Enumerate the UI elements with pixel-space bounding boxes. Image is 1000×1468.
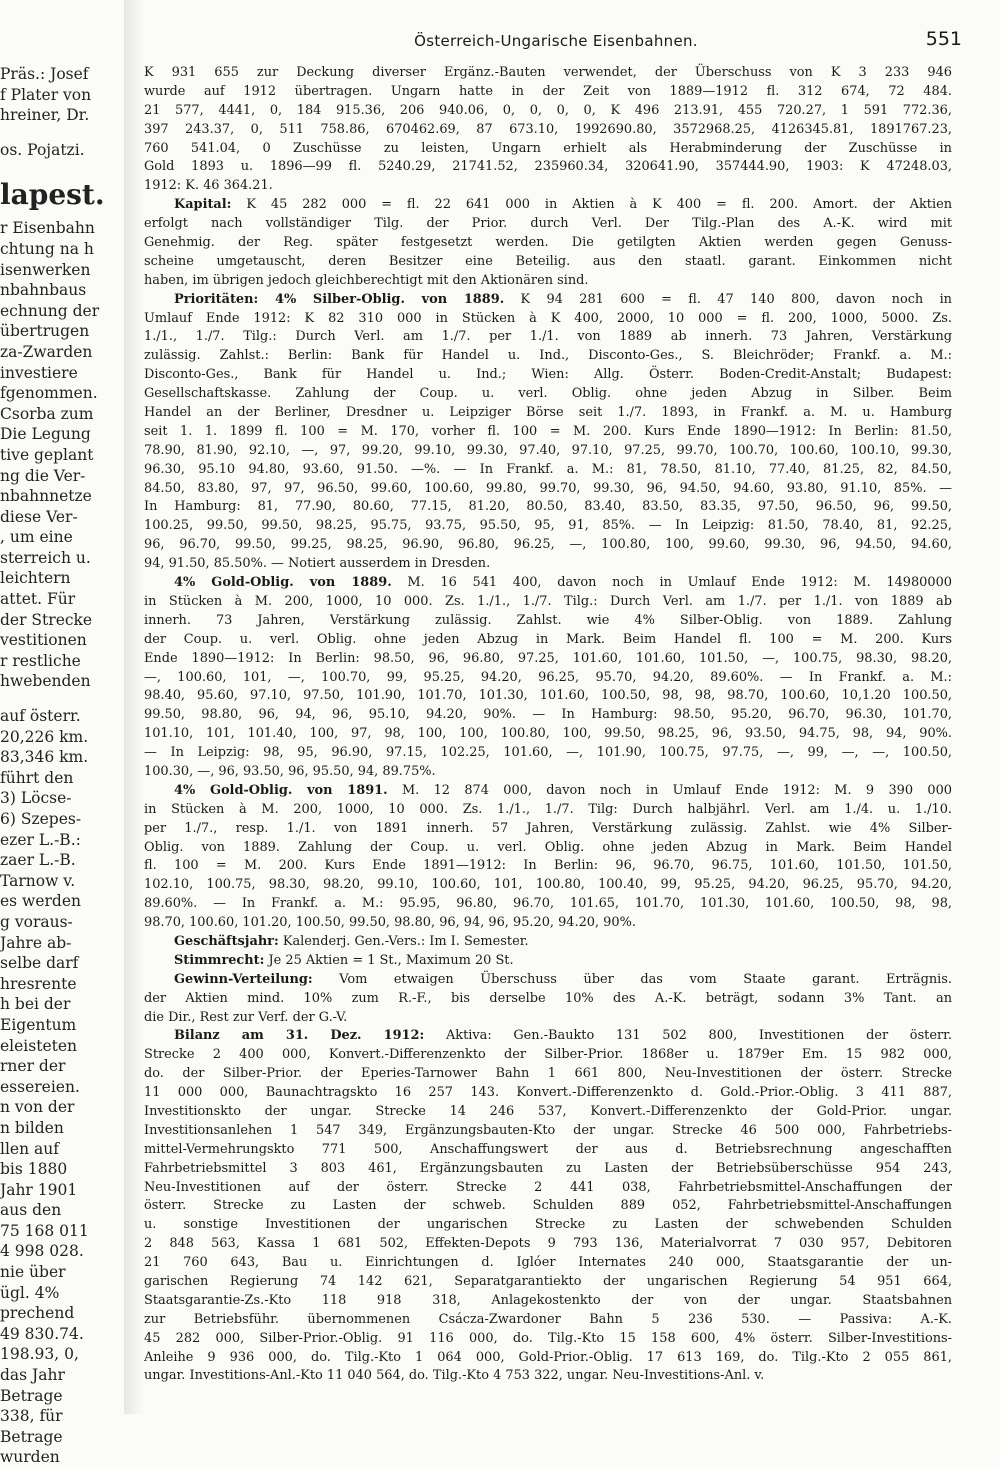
text-line: 96.30, 95.10 94.80, 93.60, 91.50. —%. — In Frankf. a. M.: 81, 78.50, 81.10, 77.40, 81.25, 82, 84.50,	[144, 461, 952, 477]
fragment-line: es werden	[0, 892, 81, 911]
text-line: Gesellschaftskasse. Zahlung der Coup. u. verl. Oblig. ohne jeden Abzug in Silber. Beim	[144, 386, 952, 402]
adjacent-page-fragment	[0, 64, 122, 1467]
fragment-line: Eigentum	[0, 1015, 77, 1034]
text-line: Investitionskto der ungar. Strecke 14 246 537, Konvert.-Differenzenkto der Gold-Prior. ungar.	[144, 1103, 952, 1119]
text-line: 45 282 000, Silber-Prior.-Oblig. 91 116 000, do. Tilg.-Kto 15 158 600, 4% österr. Silber-Investitions-	[144, 1330, 952, 1346]
fragment-line: 20,226 km.	[0, 727, 89, 746]
text-line: Ende 1890—1912: In Berlin: 98.50, 96, 96.80, 97.25, 101.60, 101.60, 101.50, —, 100.75, 98.30, 98.20,	[144, 650, 952, 666]
fragment-line: sterreich u.	[0, 548, 91, 567]
fragment-line: f Plater von	[0, 85, 92, 104]
text-line: 760 541.04, 0 Zuschüsse zu leisten, Ungarn erhielt als Herabminderung der Zuschüsse in	[144, 140, 952, 156]
text-line: 84.50, 83.80, 97, 97, 96.50, 99.60, 100.60, 99.80, 99.70, 99.30, 96, 94.50, 94.60, 93.80, 91.10, 85%. —	[144, 480, 952, 496]
fragment-line: führt den	[0, 768, 74, 787]
fragment-line: Jahre ab-	[0, 933, 72, 952]
fragment-line: 6) Szepes-	[0, 810, 82, 828]
text-line: die Dir., Rest zur Verf. der G.-V.	[144, 1009, 348, 1025]
fragment-line: nie über	[0, 1263, 66, 1282]
fragment-line: prechend	[0, 1304, 75, 1323]
fragment-line: 198.93, 0,	[0, 1345, 79, 1364]
fragment-line	[0, 126, 122, 140]
fragment-line: zaer L.-B.	[0, 851, 76, 870]
fragment-line: 338, für	[0, 1407, 63, 1426]
text-line: Fahrbetriebsmittel 3 803 461, Ergänzungsbauten zu Lasten der Betriebsüberschüsse 954 243,	[144, 1160, 952, 1176]
fragment-line: n bilden	[0, 1118, 64, 1137]
fragment-line: echnung der	[0, 301, 100, 320]
text-line: 1./1., 1./7. Tilg.: Durch Verl. am 1./7. per 1./1. von 1889 ab innerh. 73 Jahren, Verstärkung	[144, 329, 952, 345]
text-line: Gewinn-Verteilung: Vom etwaigen Überschuss über das vom Staate garant. Erträgnis.	[174, 971, 952, 987]
text-line: 4% Gold-Oblig. von 1889. M. 16 541 400, davon noch in Umlauf Ende 1912: M. 14980000	[174, 575, 952, 591]
fragment-line: fgenommen.	[0, 384, 98, 403]
fragment-line: selbe darf	[0, 954, 79, 973]
fragment-line: n von der	[0, 1098, 75, 1117]
fragment-line: bis 1880	[0, 1160, 68, 1179]
fragment-line: Betrage	[0, 1427, 63, 1446]
text-line: Umlauf Ende 1912: K 82 310 000 in Stücken à K 400, 2000, 10 000 = fl. 200, 1000, 5000. Zs.	[144, 310, 952, 326]
text-line: u. sonstige Investitionen der ungarischen Strecke zu Lasten der schwebenden Schulden	[144, 1217, 952, 1233]
text-line: Investitionsanlehen 1 547 349, Ergänzungsbauten-Kto der ungar. Strecke 46 500 000, Fahrbetriebs-	[144, 1122, 952, 1138]
fragment-line: nbahnnetze	[0, 487, 92, 506]
text-line: Handel an der Berliner, Dresdner u. Leipziger Börse seit 1./7. 1893, in Frankf. a. M. u. Hamburg	[144, 405, 952, 421]
text-line: 94, 91.50, 85.50%. — Notiert ausserdem in Dresden.	[144, 556, 491, 572]
page-number: 551	[925, 28, 962, 50]
text-line: 4% Gold-Oblig. von 1891. M. 12 874 000, davon noch in Umlauf Ende 1912: M. 9 390 000	[174, 782, 952, 798]
text-line: österr. Strecke zu Lasten der schweb. Schulden 889 052, Fahrbetriebsmittel-Anschaffungen	[144, 1198, 952, 1214]
fragment-line: übertrugen	[0, 322, 90, 341]
text-line: Gold 1893 u. 1896—99 fl. 5240.29, 21741.52, 235960.34, 320641.90, 357444.90, 1903: K 47248.03,	[144, 159, 952, 175]
text-line: garischen Regierung 74 142 621, Separatgarantiekto der ungarischen Regierung 54 951 664,	[144, 1274, 952, 1289]
fragment-line: rner der	[0, 1057, 66, 1076]
text-line: Strecke 2 400 000, Konvert.-Differenzenkto der Silber-Prior. 1868er u. 1879er Em. 15 982 000,	[144, 1047, 952, 1063]
fragment-line: Die Legung	[0, 425, 91, 444]
text-line: Geschäftsjahr: Kalenderj. Gen.-Vers.: Im I. Semester.	[174, 933, 529, 949]
fragment-line: eleisteten	[0, 1036, 78, 1055]
fragment-line: Tarnow v.	[0, 871, 76, 890]
text-line: fl. 100 = M. 200. Kurs Ende 1891—1912: In Berlin: 96, 96.70, 96.75, 101.60, 101.50, 101.50,	[144, 858, 952, 874]
fragment-line: llen auf	[0, 1139, 59, 1158]
text-line: 78.90, 81.90, 92.10, —, 97, 99.20, 99.10, 99.30, 97.40, 97.10, 97.25, 99.70, 100.70, 100.60, 100.10, 99.30,	[144, 442, 952, 458]
fragment-line: isenwerken	[0, 260, 91, 279]
text-line: 2 848 563, Kassa 1 681 502, Effekten-Depots 9 793 136, Materialvorrat 7 030 957, Debitoren	[144, 1236, 952, 1252]
fragment-line: Betrage	[0, 1386, 63, 1405]
text-line: Bilanz am 31. Dez. 1912: Aktiva: Gen.-Baukto 131 502 800, Investitionen der österr.	[174, 1028, 952, 1044]
header-title: Österreich-Ungarische Eisenbahnen.	[414, 32, 698, 50]
fragment-line: 49 830.74.	[0, 1324, 84, 1343]
fragment-line	[0, 692, 122, 706]
running-header	[150, 26, 962, 54]
fragment-line: hwebenden	[0, 672, 91, 691]
text-line: 102.10, 100.75, 98.30, 98.20, 99.10, 100.60, 101, 100.80, 100.40, 99, 95.25, 94.20, 96.25, 95.70, 94.20,	[144, 877, 952, 893]
text-line: 98.70, 100.60, 101.20, 100.50, 99.50, 98.80, 96, 94, 96, 95.20, 94.20, 90%.	[144, 915, 636, 931]
fragment-line: investiere	[0, 363, 78, 382]
text-line: 101.10, 101, 101.40, 100, 97, 98, 100, 100, 100.80, 100, 99.50, 98.25, 96, 93.50, 94.75, 98, 94, 90%.	[144, 726, 952, 742]
text-line: Genehmig. der Reg. später festgesetzt werden. Die getilgten Aktien werden gegen Genuss-	[144, 235, 952, 251]
text-line: 397 243.37, 0, 511 758.86, 670462.69, 87 673.10, 1992690.80, 3572968.25, 4126345.81, 1891767.23,	[144, 121, 952, 137]
text-line: Anleihe 9 936 000, do. Tilg.-Kto 1 064 000, Gold-Prior.-Oblig. 17 613 169, do. Tilg.-Kto 2 055 861,	[144, 1349, 952, 1365]
fragment-line: Präs.: Josef	[0, 65, 89, 83]
fragment-line: r Eisenbahn	[0, 219, 95, 238]
text-line: 21 577, 4441, 0, 184 915.36, 206 940.06, 0, 0, 0, 0, K 496 213.91, 455 720.27, 1 591 772.36,	[144, 102, 952, 118]
text-line: 89.60%. — In Frankf. a. M.: 95.95, 96.80, 96.70, 101.65, 101.70, 101.30, 101.60, 100.50, 98, 98,	[144, 896, 952, 912]
text-line: ungar. Investitions-Anl.-Kto 11 040 564, do. Tilg.-Kto 4 753 322, ungar. Neu-Investitions-Anl. v.	[144, 1368, 765, 1384]
fragment-line: ezer L.-B.:	[0, 830, 81, 849]
text-line: Neu-Investitionen auf der österr. Strecke 2 441 038, Fahrbetriebsmittel-Anschaffungen der	[144, 1179, 952, 1195]
fragment-line: attet. Für	[0, 590, 76, 609]
text-line: per 1./7., resp. 1./1. von 1891 innerh. 57 Jahren, Verstärkung zulässig. Zahlst. wie 4% Silber-	[144, 820, 952, 836]
text-line: In Hamburg: 81, 77.90, 80.60, 77.15, 81.20, 80.50, 83.40, 83.50, 83.35, 97.50, 96.50, 96, 99.50,	[144, 499, 952, 515]
text-line: — In Leipzig: 98, 95, 96.90, 97.15, 102.25, 101.60, —, 101.90, 100.75, 97.75, —, 99, —, —, 100.50,	[144, 745, 952, 761]
text-line: in Stücken à M. 200, 1000, 10 000. Zs. 1./1., 1./7. Tilg: Durch halbjährl. Verl. am 1./4. u. 1./10.	[144, 801, 952, 817]
text-line: haben, im übrigen jedoch gleichberechtigt mit den Aktionären sind.	[144, 272, 589, 288]
fragment-line: hresrente	[0, 974, 77, 993]
text-line: 1912: K. 46 364.21.	[144, 178, 273, 194]
fragment-line: g voraus-	[0, 912, 73, 931]
text-line: wurde auf 1912 übertragen. Ungarn hatte in der Zeit von 1889—1912 fl. 312 674, 72 484.	[144, 83, 952, 99]
text-line: 96, 96.70, 99.50, 99.25, 98.25, 96.90, 96.80, 96.25, —, 100.80, 100, 99.60, 99.30, 96, 94.50, 94.60,	[144, 537, 952, 553]
fragment-line: hreiner, Dr.	[0, 106, 90, 125]
fragment-line: nbahnbaus	[0, 281, 87, 300]
fragment-line: auf österr.	[0, 707, 81, 726]
fragment-line: 4 998 028.	[0, 1242, 84, 1261]
fragment-line: essereien.	[0, 1077, 80, 1096]
text-line: Disconto-Ges., Bank für Handel u. Ind.; Wien: Allg. Österr. Boden-Credit-Anstalt; Budapest:	[144, 367, 952, 383]
text-line: Staatsgarantie-Zs.-Kto 118 918 318, Anlagekostenkto der von der ungar. Staatsbahnen	[144, 1292, 952, 1308]
text-line: in Stücken à M. 200, 1000, 10 000. Zs. 1./1., 1./7. Tilg.: Durch Verl. am 1./7. per 1./1. von 1889 ab	[144, 593, 952, 609]
text-line: 21 760 643, Bau u. Einrichtungen d. Iglóer Internates 240 000, Staatsgarantie der un-	[144, 1255, 952, 1271]
text-line: mittel-Vermehrungskto 771 500, Anschaffungswert der aus d. Betriebsrechnung angeschafften	[144, 1141, 952, 1157]
text-line: —, 100.60, 101, —, 100.70, 99, 95.25, 94.20, 96.25, 95.70, 94.20, 89.60%. — In Frankf. a. M.:	[144, 669, 952, 685]
text-line: 100.25, 99.50, 99.50, 98.25, 95.75, 93.75, 95.50, 95, 91, 85%. — In Leipzig: 81.50, 78.40, 81, 92.25,	[144, 518, 952, 534]
fragment-line: vestitionen	[0, 631, 87, 650]
fragment-line: Jahr 1901	[0, 1180, 78, 1199]
fragment-line: , um eine	[0, 528, 73, 547]
fragment-line: r restliche	[0, 651, 81, 670]
fragment-line: leichtern	[0, 569, 71, 588]
text-line: 100.30, —, 96, 93.50, 96, 95.50, 94, 89.75%.	[144, 763, 436, 779]
fragment-line: 75 168 011	[0, 1221, 89, 1240]
fragment-line: h bei der	[0, 995, 71, 1014]
main-text-column	[144, 64, 952, 1404]
fragment-line: das Jahr	[0, 1366, 65, 1385]
text-line: erfolgt nach vollständiger Tilg. der Prior. durch Verl. Der Tilg.-Plan des A.-K. wird mit	[144, 216, 952, 232]
text-line: Oblig. von 1889. Zahlung der Coup. u. verl. Oblig. ohne jeden Abzug in Mark. Beim Handel	[144, 839, 952, 855]
text-line: 11 000 000, Baunachtragskto 16 257 143. Konvert.-Differenzenkto d. Gold.-Prior.-Oblig. 3 411 887,	[144, 1085, 952, 1101]
fragment-line	[0, 160, 122, 174]
fragment-line: der Strecke	[0, 610, 93, 629]
fragment-line: ng die Ver-	[0, 466, 86, 485]
fragment-line: tive geplant	[0, 445, 94, 464]
text-line: Prioritäten: 4% Silber-Oblig. von 1889. K 94 281 600 = fl. 47 140 800, davon noch in	[174, 291, 952, 307]
text-line: der Coup. u. verl. Oblig. ohne jeden Abzug in Mark. Beim Handel fl. 100 = M. 200. Kurs	[144, 631, 952, 647]
text-line: Kapital: K 45 282 000 = fl. 22 641 000 in Aktien à K 400 = fl. 200. Amort. der Aktien	[174, 197, 952, 213]
text-line: 99.50, 98.80, 96, 94, 96, 95.10, 94.20, 90%. — In Hamburg: 98.50, 95.20, 96.70, 96.30, 101.70,	[144, 707, 952, 723]
fragment-line: chtung na h	[0, 239, 94, 258]
text-line: zur Betriebsführ. übernommenen Csácza-Zwardoner Bahn 5 236 530. — Passiva: A.-K.	[144, 1311, 952, 1327]
fragment-line: diese Ver-	[0, 507, 78, 526]
text-line: Stimmrecht: Je 25 Aktien = 1 St., Maximum 20 St.	[174, 952, 514, 968]
text-line: K 931 655 zur Deckung diverser Ergänz.-Bauten verwendet, der Überschuss von K 3 233 946	[144, 65, 952, 80]
fragment-line: 83,346 km.	[0, 748, 89, 767]
fragment-line: lapest.	[0, 178, 105, 212]
fragment-line: ügl. 4%	[0, 1283, 60, 1302]
text-line: seit 1. 1. 1899 fl. 100 = M. 170, vorher fl. 100 = M. 200. Kurs Ende 1890—1912: In Berlin: 81.50,	[144, 423, 952, 439]
fragment-line: wurden	[0, 1448, 60, 1467]
text-line: zulässig. Zahlst.: Berlin: Bank für Handel u. Ind., Disconto-Ges., S. Bleichröder; Frankf. a. M.:	[144, 348, 952, 364]
fragment-line: Csorba zum	[0, 404, 94, 423]
fragment-line: 3) Löcse-	[0, 789, 72, 808]
text-line: 98.40, 95.60, 97.10, 97.50, 101.90, 101.70, 101.30, 101.60, 100.50, 98, 98, 98.70, 100.60, 10,1.20 100.50,	[144, 688, 952, 704]
text-line: der Aktien mind. 10% zum R.-F., bis derselbe 10% des A.-K. beträgt, sodann 3% Tant. an	[144, 990, 952, 1006]
text-line: do. der Silber-Prior. der Eperies-Tarnower Bahn 1 661 800, Neu-Investitionen der österr. Strecke	[144, 1066, 952, 1082]
text-line: scheine umgetauscht, deren Besitzer eine Beteilig. aus den staatl. garant. Einkommen nicht	[144, 253, 952, 269]
fragment-line: za-Zwarden	[0, 342, 93, 361]
text-line: innerh. 73 Jahren, Verstärkung zulässig. Zahlst. wie 4% Silber-Oblig. von 1889. Zahlung	[144, 612, 952, 628]
fragment-line: os. Pojatzi.	[0, 140, 85, 159]
page-gutter	[124, 0, 144, 1414]
fragment-line: aus den	[0, 1201, 62, 1220]
